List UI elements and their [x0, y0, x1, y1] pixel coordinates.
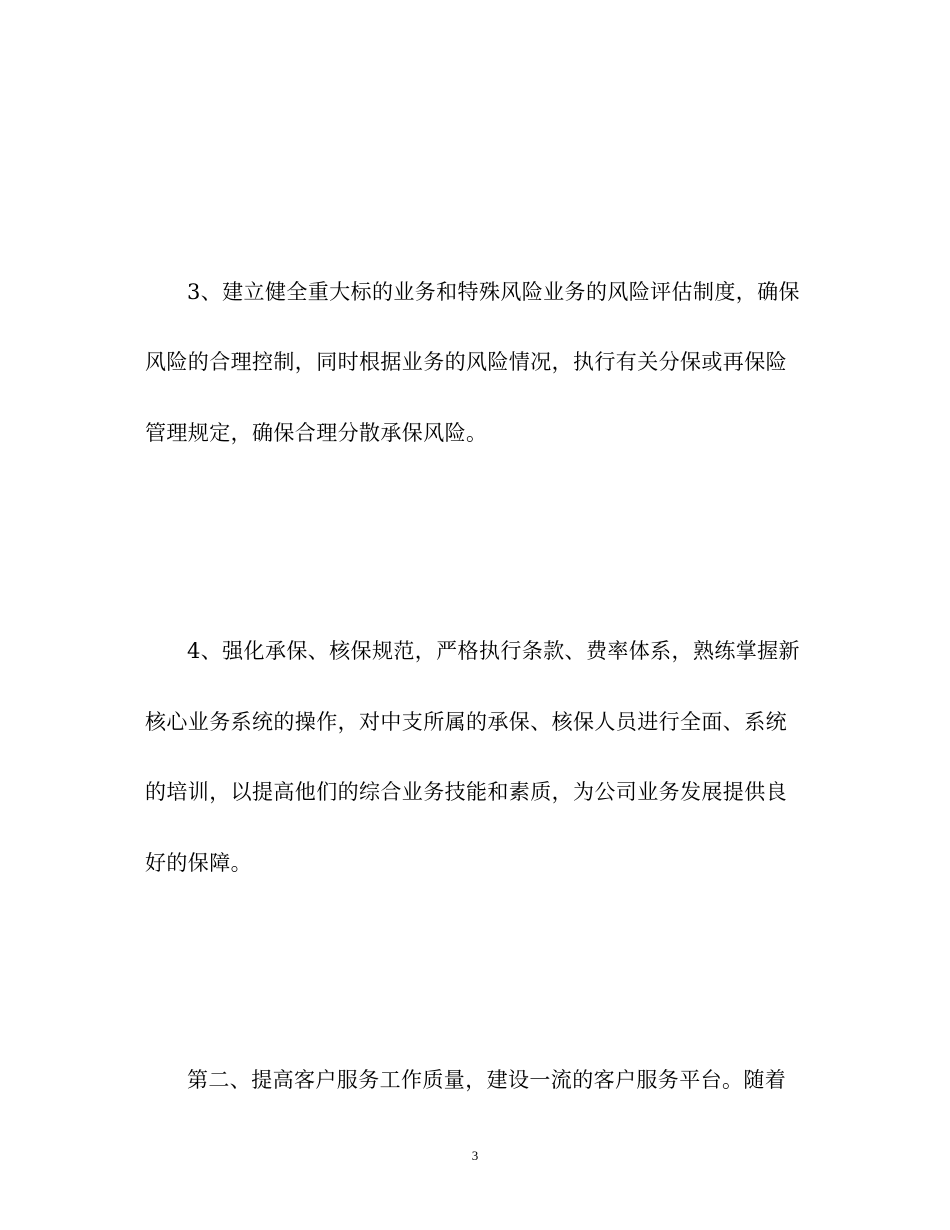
paragraph-line: 3、建立健全重大标的业务和特殊风险业务的风险评估制度，确保	[187, 280, 800, 304]
paragraph-line: 核心业务系统的操作，对中支所属的承保、核保人员进行全面、系统	[145, 710, 787, 734]
paragraph-line: 的培训，以提高他们的综合业务技能和素质，为公司业务发展提供良	[145, 780, 787, 804]
page-number: 3	[471, 1148, 479, 1163]
paragraph-line: 管理规定，确保合理分散承保风险。	[145, 421, 488, 445]
paragraph-line: 第二、提高客户服务工作质量，建设一流的客户服务平台。随着	[187, 1068, 787, 1092]
paragraph-line: 4、强化承保、核保规范，严格执行条款、费率体系，熟练掌握新	[187, 639, 800, 663]
paragraph-line: 风险的合理控制，同时根据业务的风险情况，执行有关分保或再保险	[145, 350, 787, 374]
paragraph-line: 好的保障。	[145, 851, 252, 875]
